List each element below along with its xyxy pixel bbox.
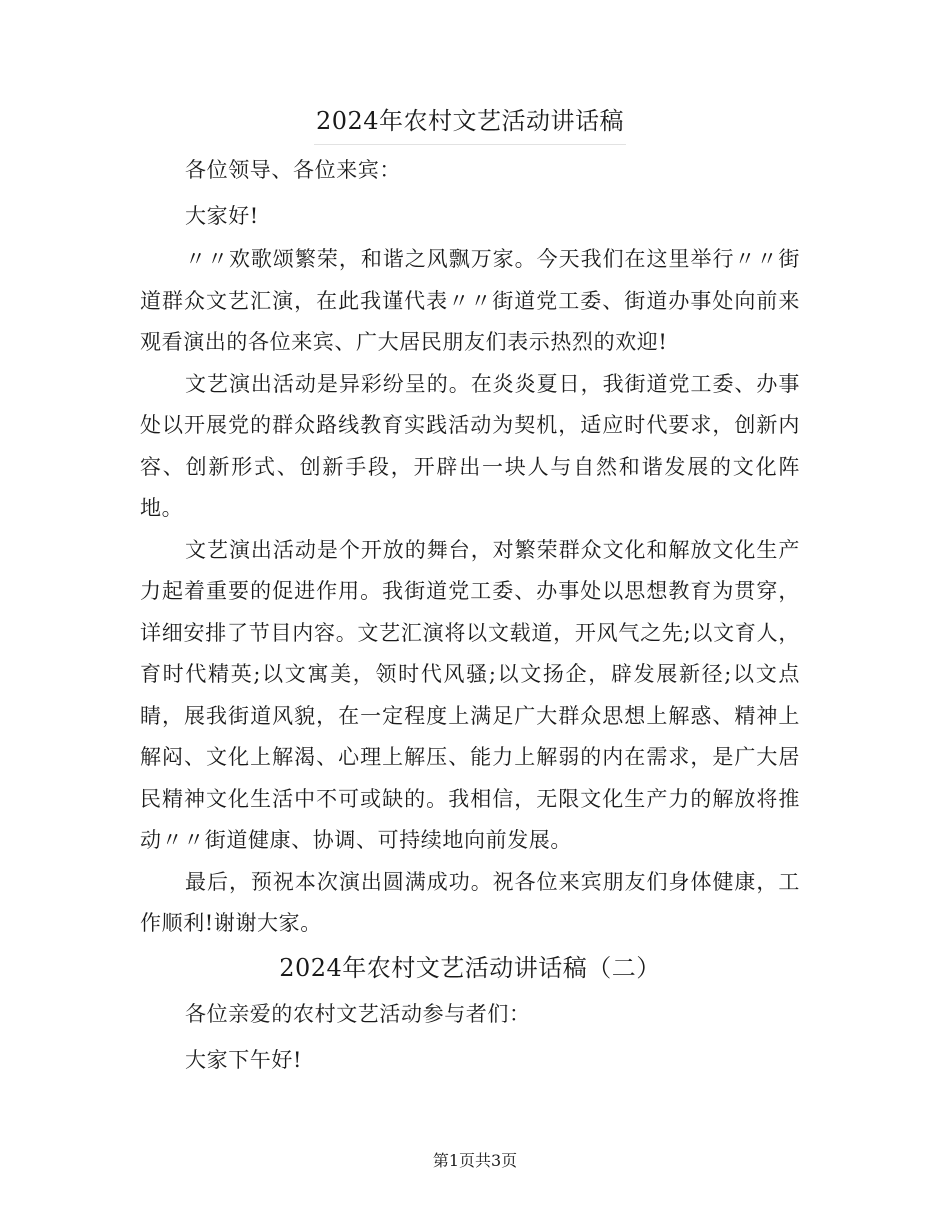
page-number: 第1页共3页 bbox=[432, 1151, 518, 1170]
greeting-line-2: 各位亲爱的农村文艺活动参与者们： bbox=[185, 1001, 531, 1026]
greeting-line: 各位领导、各位来宾： bbox=[185, 158, 401, 182]
paragraph-closing: 最后，预祝本次演出圆满成功。祝各位来宾朋友们身体健康，工作顺利!谢谢大家。 bbox=[140, 869, 800, 935]
document-body bbox=[140, 100, 800, 1083]
document-title: 2024年农村文艺活动讲话稿 bbox=[314, 100, 626, 145]
section-1-title-wrapper bbox=[140, 100, 800, 145]
section-2-title: 2024年农村文艺活动讲话稿（二） bbox=[279, 953, 661, 982]
hello-line: 大家好! bbox=[185, 204, 259, 228]
paragraph-activity: 文艺演出活动是异彩纷呈的。在炎炎夏日，我街道党工委、办事处以开展党的群众路线教育实践活动为契机，适应时代要求，创新内容、创新形式、创新手段，开辟出一块人与自然和谐发展的文化阵地。 bbox=[140, 371, 800, 520]
hello-line-2: 大家下午好! bbox=[185, 1047, 303, 1072]
paragraph-stage: 文艺演出活动是个开放的舞台，对繁荣群众文化和解放文化生产力起着重要的促进作用。我街道党工委、办事处以思想教育为贯穿，详细安排了节目内容。文艺汇演将以文载道，开风气之先;以文育人，育时代精英;以文寓美，领时代风骚;以文扬企，辟发展新径;以文点睛，展我街道风貌，在一定程度上满足广大群众思想上解惑、精神上解闷、文化上解渴、心理上解压、能力上解弱的内在需求，是广大居民精神文化生活中不可或缺的。我相信，无限文化生产力的解放将推动〃〃街道健康、协调、可持续地向前发展。 bbox=[140, 537, 800, 852]
paragraph-welcome: 〃〃欢歌颂繁荣，和谐之风飘万家。今天我们在这里举行〃〃街道群众文艺汇演，在此我谨代表〃〃街道党工委、街道办事处向前来观看演出的各位来宾、广大居民朋友们表示热烈的欢迎! bbox=[140, 247, 800, 354]
